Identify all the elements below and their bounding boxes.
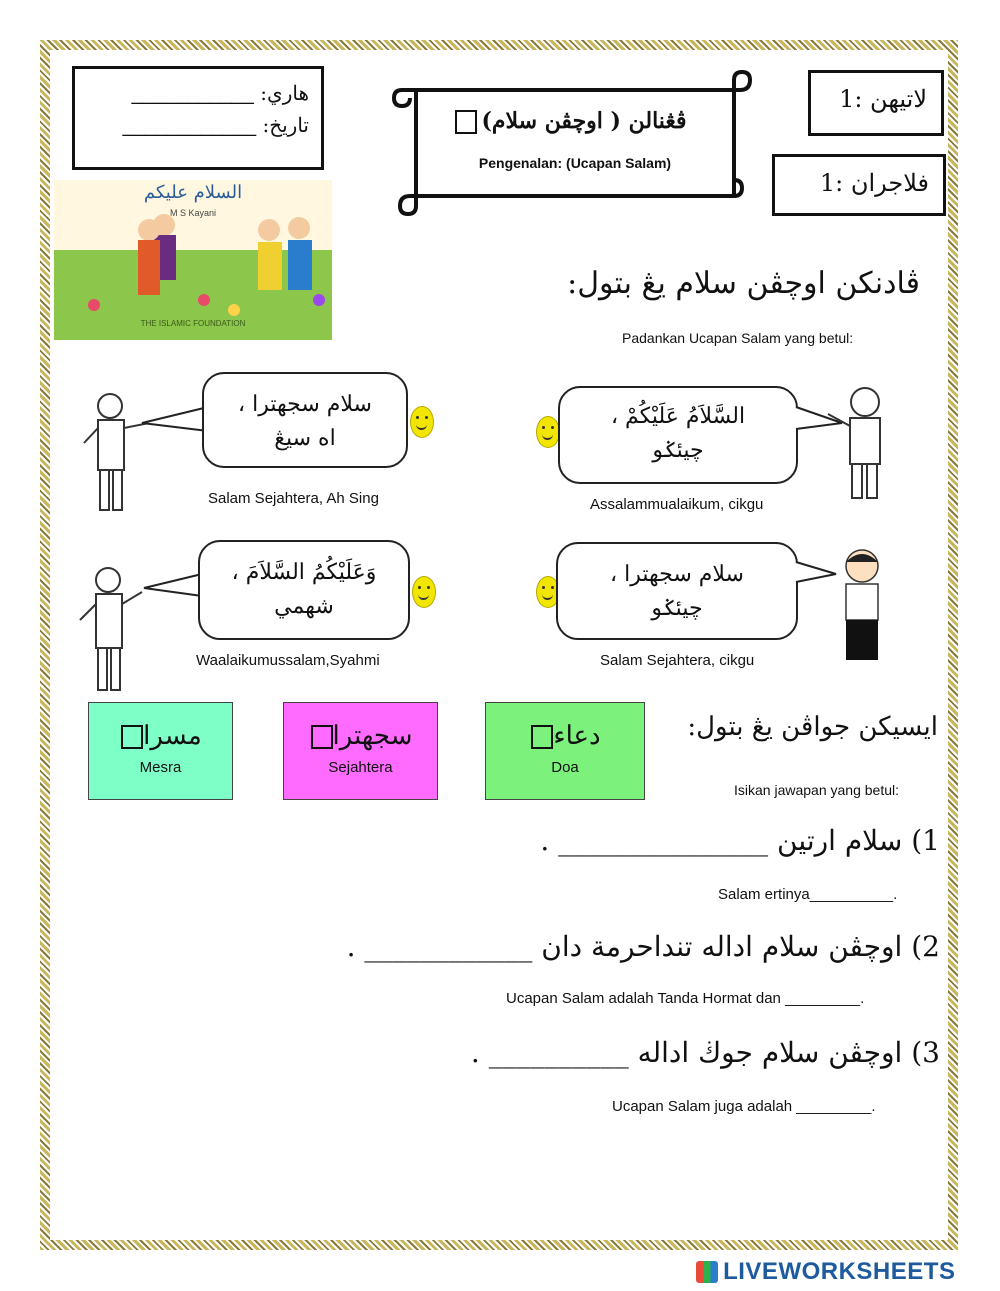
bubble-jawi-line1: السَّلاَمُ عَلَيْكُمْ ، xyxy=(610,404,746,429)
smiley-icon xyxy=(410,406,434,438)
section1-heading-rumi: Padankan Ucapan Salam yang betul: xyxy=(622,330,854,346)
name-date-box: هاري: ___________ تاريخ: ____________ xyxy=(72,66,324,170)
logo-icon xyxy=(696,1261,718,1283)
word-card-mesra[interactable] xyxy=(88,702,233,800)
question-3 xyxy=(471,1036,940,1069)
bubble-tail xyxy=(142,572,204,602)
smiley-icon xyxy=(536,416,560,448)
exercise-label: لاتيهن :1 xyxy=(839,85,927,113)
bubble-tail xyxy=(140,405,210,435)
question-jawi[interactable]: سلام ارتين _______________ . xyxy=(540,824,903,857)
smiley-icon xyxy=(412,576,436,608)
question-jawi[interactable]: اوچڤن سلام اداله تنداحرمة دان ____________ . xyxy=(346,930,903,963)
bubble-jawi-line1: سلام سجهترا ، xyxy=(238,392,372,417)
day-label: هاري: xyxy=(260,81,309,105)
word-card-jawi: سجهترا xyxy=(332,721,413,751)
word-card-jawi: دعاء xyxy=(553,721,601,751)
section2-heading-jawi: ايسيكن جواڤن يڠ بتول: xyxy=(687,712,938,742)
speech-bubble xyxy=(202,372,408,468)
book-title: السلام عليكم xyxy=(143,182,243,203)
liveworksheets-logo xyxy=(696,1258,955,1286)
bubble-jawi-line1: وَعَلَيْكُمُ السَّلاَمَ ، xyxy=(231,560,377,585)
logo-text: LIVEWORKSHEETS xyxy=(723,1258,956,1285)
person-figure xyxy=(820,384,900,502)
bubble-caption: Salam Sejahtera, cikgu xyxy=(600,652,755,669)
bubble-caption: Assalammualaikum, cikgu xyxy=(590,496,764,513)
checkbox-icon xyxy=(311,725,333,749)
question-number: 2) xyxy=(911,930,940,963)
word-card-rumi: Doa xyxy=(551,759,579,776)
word-card-rumi: Sejahtera xyxy=(328,759,393,776)
bubble-jawi-line2: شهمي xyxy=(274,594,334,619)
checkbox-icon xyxy=(531,725,553,749)
question-number: 3) xyxy=(911,1036,940,1069)
word-card-jawi: مسرا xyxy=(143,721,202,751)
speech-bubble xyxy=(556,542,798,640)
question-2 xyxy=(347,930,940,963)
question-jawi[interactable]: اوچڤن سلام جوڬ اداله __________ . xyxy=(470,1036,903,1069)
word-card-rumi: Mesra xyxy=(139,759,182,776)
boy-figure xyxy=(824,548,900,664)
word-card-doa[interactable] xyxy=(485,702,645,800)
title-rumi: Pengenalan: (Ucapan Salam) xyxy=(478,155,672,171)
lesson-label: فلاجران :1 xyxy=(819,169,929,197)
bubble-jawi-line2: چيئݢو xyxy=(651,596,703,621)
speech-bubble xyxy=(198,540,410,640)
bubble-caption: Salam Sejahtera, Ah Sing xyxy=(208,490,379,507)
section2-heading-rumi: Isikan jawapan yang betul: xyxy=(734,782,899,798)
bubble-jawi-line2: چيئݢو xyxy=(652,438,704,463)
question-rumi: Ucapan Salam adalah Tanda Hormat dan _________. xyxy=(506,990,865,1007)
lesson-box xyxy=(772,154,946,216)
question-1 xyxy=(540,824,940,857)
date-label: تاريخ: xyxy=(262,113,309,137)
title-jawi: ڤڠنالن ( اوچڤن سلام) xyxy=(481,108,687,134)
question-number: 1) xyxy=(911,824,940,857)
checkbox-icon xyxy=(455,110,477,134)
speech-bubble xyxy=(558,386,798,484)
question-rumi: Salam ertinya__________. xyxy=(718,886,898,903)
exercise-box xyxy=(808,70,944,136)
bubble-jawi-line1: سلام سجهترا ، xyxy=(610,562,744,587)
bubble-jawi-line2: اه سيڠ xyxy=(274,426,336,451)
book-publisher: THE ISLAMIC FOUNDATION xyxy=(140,319,246,328)
book-cover-image xyxy=(54,180,332,340)
word-card-sejahtera[interactable] xyxy=(283,702,438,800)
book-author: M S Kayani xyxy=(169,208,217,218)
scroll-banner xyxy=(390,66,760,218)
section1-heading-jawi: ڤادنكن اوچڤن سلام يڠ بتول: xyxy=(567,266,920,301)
question-rumi: Ucapan Salam juga adalah _________. xyxy=(612,1098,876,1115)
checkbox-icon xyxy=(121,725,143,749)
bubble-caption: Waalaikumussalam,Syahmi xyxy=(196,652,380,669)
